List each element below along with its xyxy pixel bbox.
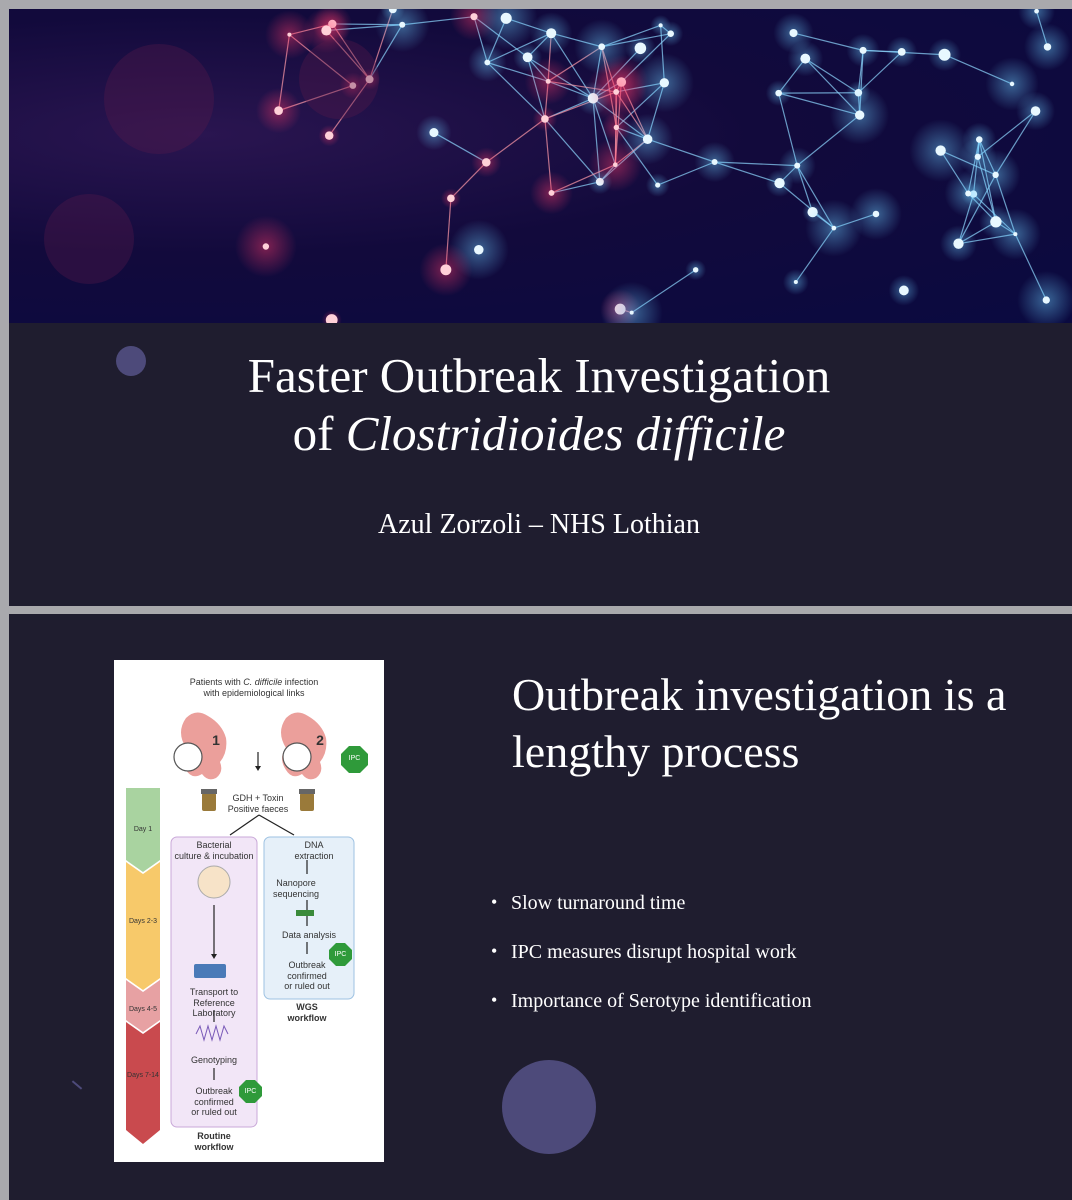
ipc-label: IPC [334,951,347,958]
network-node [546,28,556,38]
title-of: of [292,406,346,461]
truck-icon [194,964,226,978]
network-node [953,239,963,249]
ipc-label: IPC [244,1088,257,1095]
presentation-title [119,347,959,463]
network-node [429,128,438,137]
microbe-icon-1 [174,743,202,771]
transport-step: Transport to Reference Laboratory [189,987,239,1018]
routine-outcome: Outbreak confirmed or ruled out [191,1086,237,1117]
wgs-outcome: Outbreak confirmed or ruled out [284,960,330,991]
days714-label: Days 7-14 [127,1072,159,1079]
network-node [613,162,618,167]
network-node [523,52,533,62]
network-node [1010,82,1015,87]
network-node [274,106,283,115]
network-node [541,115,549,123]
network-node [775,90,782,97]
sample-label: GDH + Toxin Positive faeces [227,793,289,814]
patient-2-label: 2 [316,732,324,748]
decorative-mark [72,1080,82,1089]
days45-label: Days 4-5 [128,1006,157,1013]
network-node [660,78,669,87]
author-line: Azul Zorzoli – NHS Lothian [378,509,700,540]
network-node [794,163,800,169]
network-node [935,145,945,155]
network-node [659,23,663,27]
network-node [860,47,867,54]
days23-label: Days 2-3 [128,918,157,925]
title-slide[interactable] [9,9,1072,606]
network-node [321,25,331,35]
wgs-workflow-label: WGS workflow [287,1002,327,1023]
network-node [789,29,797,37]
network-node [976,136,983,143]
network-node [501,13,512,24]
flowcell-icon [296,910,314,916]
nanopore-step: Nanopore sequencing [272,878,320,899]
network-node [965,190,971,196]
network-node [447,195,455,203]
network-node [898,48,906,56]
sample-jar-icon [202,793,216,811]
network-node [1031,106,1041,116]
genotyping-step: Genotyping [190,1055,238,1065]
title-species: Clostridioides difficile [345,406,786,461]
network-node [693,267,698,272]
network-node [643,134,653,144]
network-node [855,110,864,119]
network-node [794,280,798,284]
days714-chevron [126,1022,160,1144]
network-node [774,178,784,188]
network-node [482,158,491,167]
figure-header: Patients with C. difficile infection with epidemiological links [189,677,319,698]
title-line-2 [119,405,959,463]
routine-workflow-label: Routine workflow [194,1131,234,1152]
network-node [614,125,619,130]
title-line-1: Faster Outbreak Investigation [247,348,831,403]
network-node [1044,43,1051,50]
network-graphic [9,9,1072,323]
bullet-list [489,892,811,1039]
ipc-label: IPC [348,755,361,762]
bokeh-light [299,39,379,119]
patient-1-label: 1 [212,732,220,748]
network-glow [601,282,663,323]
network-node [635,42,647,54]
network-node [598,43,605,50]
network-node [655,183,660,188]
day1-label: Day 1 [133,826,153,833]
decorative-circle [502,1060,596,1154]
bokeh-light [44,194,134,284]
network-node [712,159,718,165]
network-node [873,211,880,218]
dna-extraction-step: DNA extraction [294,840,334,861]
network-node [287,33,291,37]
network-node [939,49,951,61]
network-node [899,286,909,296]
analysis-step: Data analysis [281,930,337,940]
network-node [440,264,451,275]
petri-dish-icon [198,866,230,898]
network-node [325,131,334,140]
bullet-item: • Slow turnaround time [489,892,811,941]
network-node [990,216,1001,227]
network-node [546,79,551,84]
network-node [263,243,269,249]
network-node [1013,232,1017,236]
network-node [399,22,405,28]
sample-jar-icon [300,793,314,811]
network-node [474,245,484,255]
workflow-figure [114,660,384,1162]
network-node [630,311,634,315]
bullet-item: • IPC measures disrupt hospital work [489,941,811,990]
network-node [992,172,998,178]
content-slide[interactable] [9,614,1072,1200]
microbe-icon-2 [283,743,311,771]
network-banner-image [9,9,1072,323]
network-node [1034,9,1039,14]
network-node [831,226,836,231]
network-node [800,54,810,64]
network-node [1043,296,1050,303]
bullet-item: • Importance of Serotype identification [489,990,811,1039]
network-node [484,60,490,66]
bokeh-light [104,44,214,154]
culture-step: Bacterial culture & incubation [174,840,254,861]
network-node [613,89,619,95]
slide-heading: Outbreak investigation is a lengthy process [512,669,1007,777]
network-node [549,190,555,196]
